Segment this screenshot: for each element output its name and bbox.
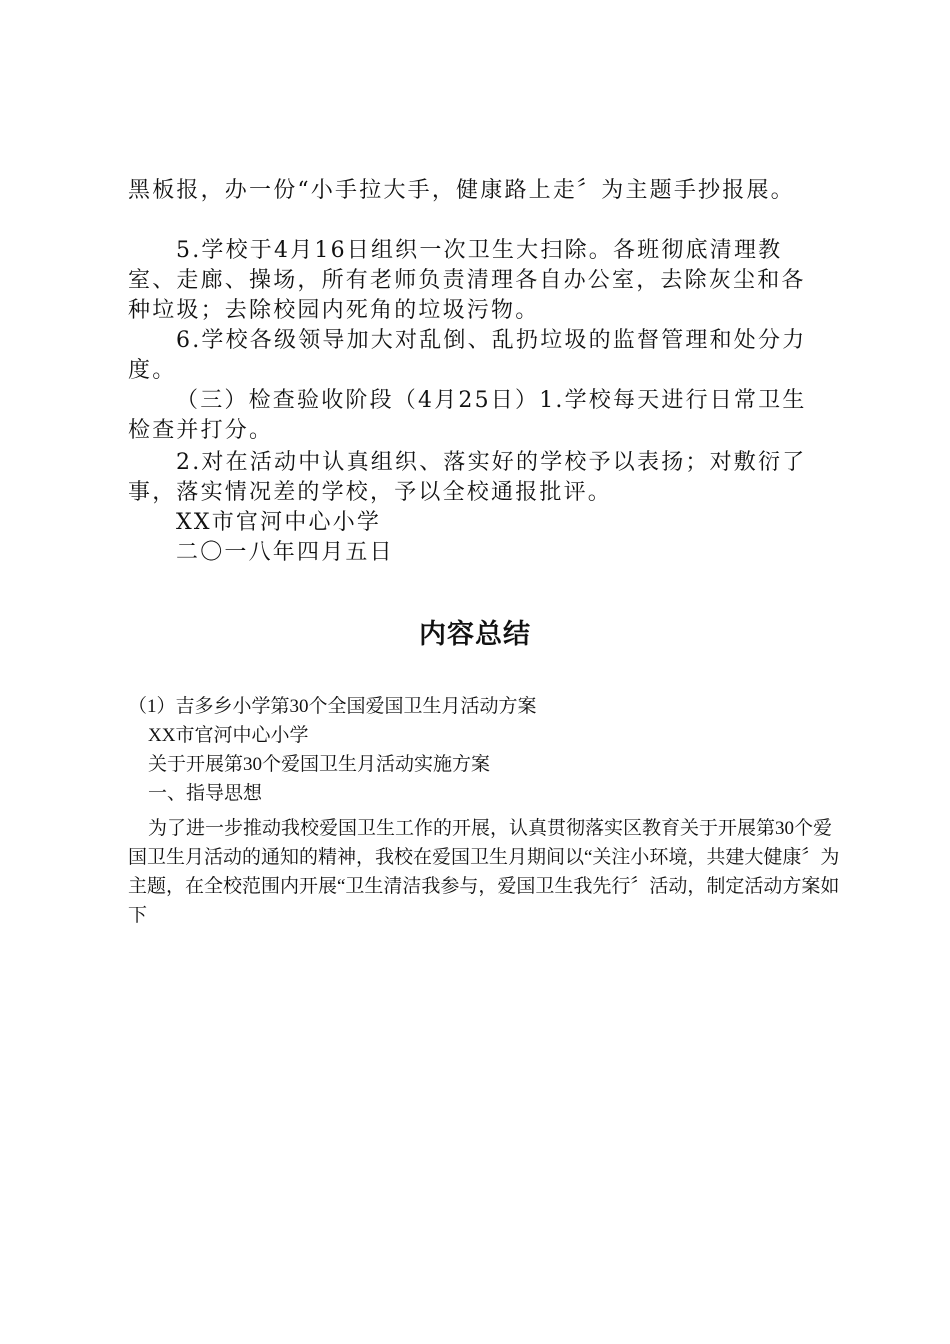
paragraph-inspection-stage: （三）检查验收阶段（4月25日）1.学校每天进行日常卫生检查并打分。 <box>128 388 807 443</box>
summary-title: 内容总结 <box>419 619 531 649</box>
paragraph-blackboard-newspaper: 黑板报，办一份“小手拉大手，健康路上走〞为主题手抄报展。 <box>128 178 795 203</box>
summary-line-plan-title: （1）吉多乡小学第30个全国爱国卫生月活动方案 <box>128 696 537 717</box>
signature-date: 二〇一八年四月五日 <box>176 540 394 565</box>
paragraph-item-2-commendation: 2.对在活动中认真组织、落实好的学校予以表扬；对敷衍了事，落实情况差的学校，予以全校通报批评。 <box>128 450 807 505</box>
summary-line-school-name: XX市官河中心小学 <box>148 725 309 746</box>
signature-school-name: XX市官河中心小学 <box>176 510 382 535</box>
summary-line-guiding-ideology: 一、指导思想 <box>148 783 263 804</box>
summary-line-body: 为了进一步推动我校爱国卫生工作的开展，认真贯彻落实区教育关于开展第30个爱国卫生月活动的通知的精神，我校在爱国卫生月期间以“关注小环境，共建大健康〞为主题，在全校范围内开展“卫生清洁我参与，爱国卫生我先行〞活动，制定活动方案如下 <box>128 818 840 926</box>
summary-line-implementation-plan: 关于开展第30个爱国卫生月活动实施方案 <box>148 754 491 775</box>
paragraph-item-5-cleanup: 5.学校于4月16日组织一次卫生大扫除。各班彻底清理教室、走廊、操场，所有老师负责清理各自办公室，去除灰尘和各种垃圾；去除校园内死角的垃圾污物。 <box>128 238 806 323</box>
paragraph-item-6-supervision: 6.学校各级领导加大对乱倒、乱扔垃圾的监督管理和处分力度。 <box>128 328 807 383</box>
